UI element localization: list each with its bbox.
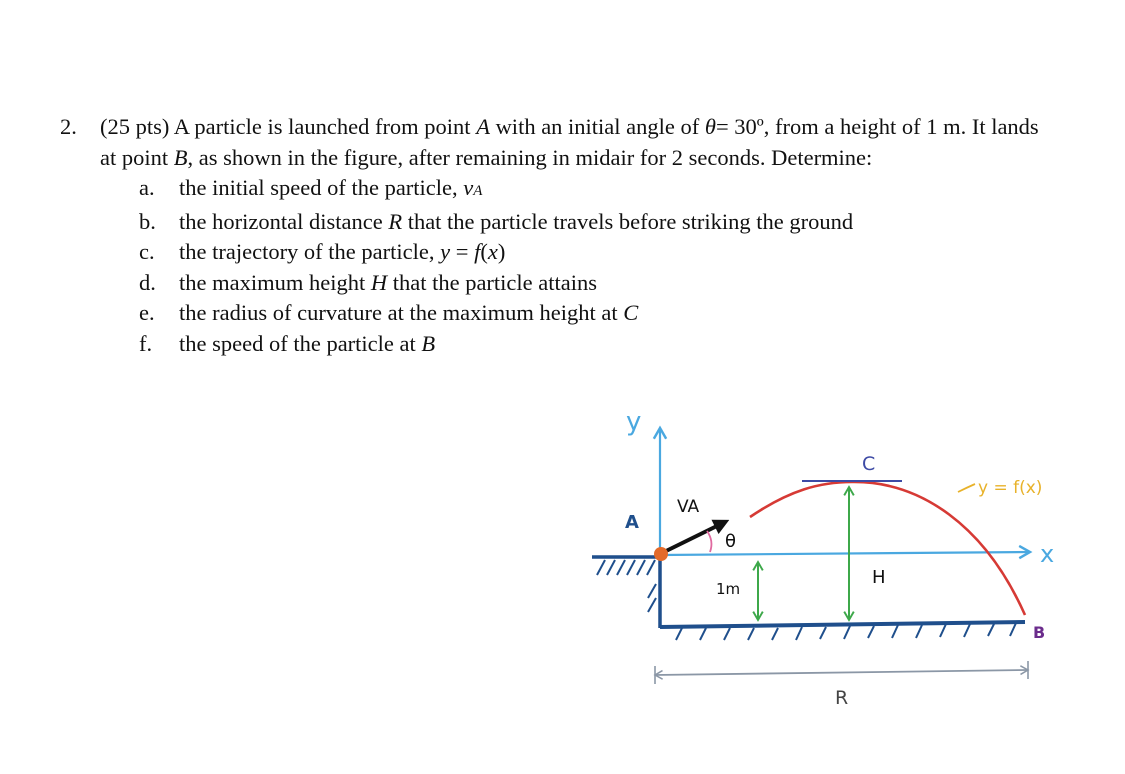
velocity-vector [662,522,725,553]
point-b-label: B [1033,623,1046,642]
upper-ledge [592,557,660,628]
x-axis-line [660,552,1030,555]
part-c: c. the trajectory of the particle, y = f(x) [139,239,506,264]
max-height-label: H [872,567,886,588]
launch-point-a [654,547,668,561]
range-label: R [835,687,849,709]
angle-label: θ [725,531,737,552]
angle-arc [707,531,711,552]
problem-number: 2. [60,114,77,139]
point-c-label: C [862,453,876,475]
part-e: e. the radius of curvature at the maximum height at C [139,300,639,325]
ground [660,622,1025,640]
part-a: a. the initial speed of the particle, vA [139,175,483,200]
part-b: b. the horizontal distance R that the particle travels before striking the ground [139,208,854,234]
x-axis-label: x [1040,540,1055,568]
trajectory-label: y = f(x) [978,478,1043,498]
trajectory-label-pointer [958,484,975,492]
y-axis-label: y [626,407,642,437]
velocity-label: VA [677,497,700,517]
trajectory-curve [750,482,1025,615]
height-label: 1m [716,580,741,598]
part-f: f. the speed of the particle at B [139,330,436,356]
range-arrow [655,670,1028,675]
problem-stem: (25 pts) A particle is launched from point A with an initial angle of θ= 30º, from a height of 1 m. It lands at point B, as shown in the figure, after remaining in midair for 2 seconds. Determine: [100,114,1039,170]
point-a-label: A [625,512,639,533]
points: (25 pts) [100,114,170,139]
part-d: d. the maximum height H that the particle attains [139,269,598,295]
